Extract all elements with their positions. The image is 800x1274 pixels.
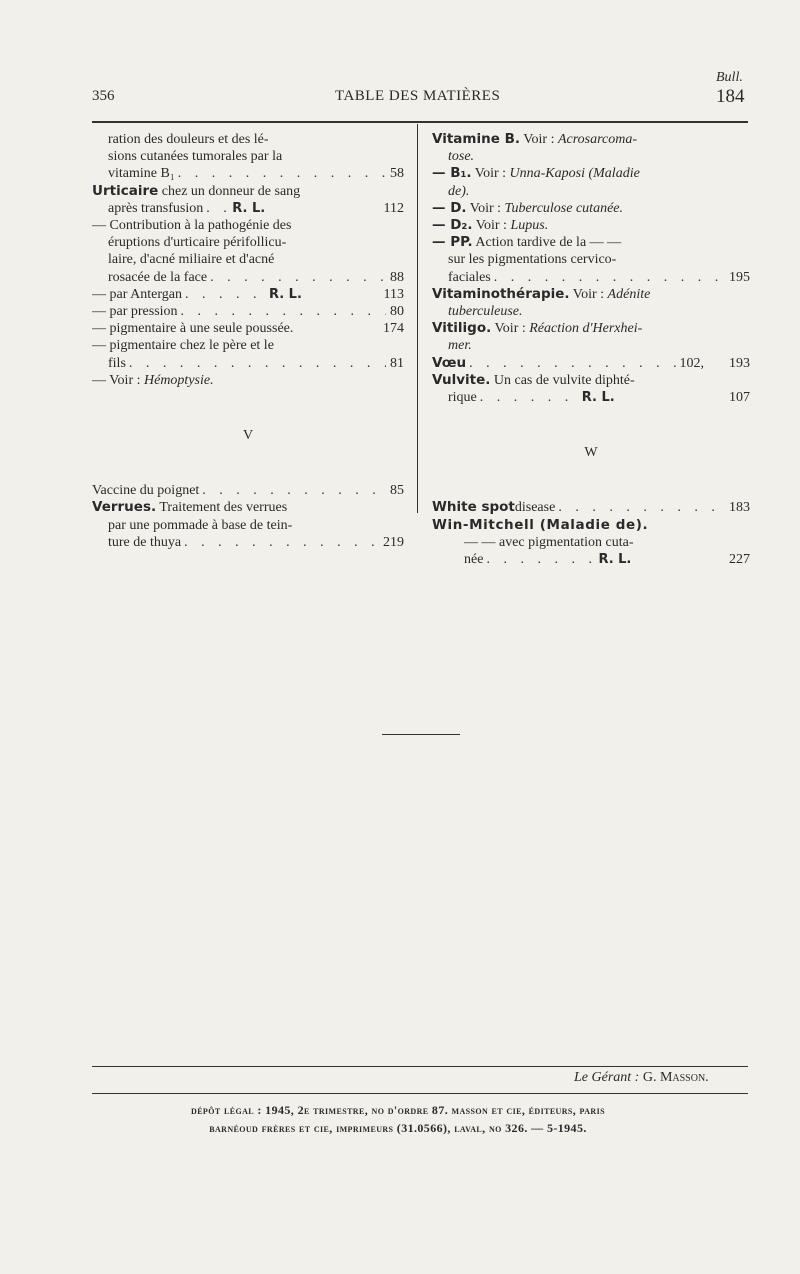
list-item: Vitamine B. Voir : Acrosarcoma- tose. [432,131,638,165]
entry-heading: — D₂. [432,217,473,234]
left-column [92,131,404,551]
list-item [92,131,404,183]
list-item: Win-Mitchell (Maladie de). — — avec pigmentation cuta- née . . . R. L. 227 [432,517,750,569]
legal-line-2: barnéoud frères et cie, imprimeurs (31.0566), laval, no 326. — 5-1945. [209,1121,587,1135]
entry-heading: Win-Mitchell (Maladie de). [432,516,649,533]
entry-line: éruptions d'urticaire périfollicu- [108,235,287,251]
entry-heading: Urticaire [92,182,159,199]
list-item: — Voir : Hémoptysie. [92,372,214,388]
entry-line: — pigmentaire chez le père et le [92,338,274,354]
list-item: — pigmentaire à une seule poussée. 174 [92,321,404,337]
entry-line: sions cutanées tumorales par la [108,149,283,165]
right-column [432,131,750,568]
entry-heading: Verrues. [92,499,157,516]
list-item: Vitiligo. Voir : Réaction d'Herxhei- mer. [432,320,643,354]
list-item [92,499,404,551]
section-letter-v: V [242,428,254,444]
signature: Le Gérant : G. Masson. [574,1070,709,1085]
entry-line: par une pommade à base de tein- [108,517,293,533]
entry-heading: Vœu [432,354,467,371]
column-divider [417,124,418,513]
entry-heading: — PP. [432,234,473,251]
entry-line: vitamine B₁ . . . 58 [108,165,404,182]
list-item: Vaccine du poignet . . . 85 [92,482,404,499]
entry-heading: — D. [432,199,467,216]
legal-line-1: dépôt légal : 1945, 2e trimestre, no d'ordre 87. masson et cie, éditeurs, paris [191,1103,605,1117]
signature-rule-bottom [92,1093,748,1094]
list-item: Vitaminothérapie. Voir : Adénite tuberculeuse. [432,285,651,320]
header-rule [92,121,748,123]
entry-heading: White spot [432,499,515,516]
page-number: 356 [92,88,115,104]
list-item [92,183,404,217]
entry-line: après transfusion . . . R. L. 112 [92,200,404,217]
list-item: Vulvite. Un cas de vulvite diphté- rique . . . R. L. 107 [432,372,750,406]
page-title: TABLE DES MATIÈRES [335,88,501,104]
list-item: Vœu . . . 102, 193 [432,355,750,372]
entry-heading: Vitaminothérapie. [432,285,570,302]
entry-heading: Vitamine B. [432,131,520,147]
list-item: — PP. Action tardive de la — — sur les pigmentations cervico- faciales . . . 195 [432,234,750,286]
list-item: White spot disease . . . 183 [432,499,750,516]
entry-line: Verrues. Traitement des verrues [92,499,288,516]
entry-line: — Contribution à la pathogénie des [92,218,292,234]
entry-heading: — B₁. [432,165,472,182]
entry-line: Urticaire chez un donneur de sang [92,182,301,199]
entry-heading: Vulvite. [432,371,491,388]
list-item: — D₂. Voir : Lupus. [432,217,549,234]
list-item: — par Antergan . . . R. L. 113 [92,286,404,303]
entry-heading: Vitiligo. [432,320,492,337]
list-item: — par pression . . . 80 [92,303,404,320]
list-item: — D. Voir : Tuberculose cutanée. [432,199,623,216]
entry-line: fils . . . 81 [92,355,404,372]
signature-rule-top [92,1066,748,1067]
section-letter-w: W [584,445,598,461]
list-item: — B₁. Voir : Unna-Kaposi (Maladie de). [432,165,640,199]
entry-line: ture de thuya . . . 219 [92,534,404,551]
cross-reference: Hémoptysie. [144,372,214,388]
list-item [92,217,404,286]
section-divider [382,734,460,735]
entry-line: laire, d'acné miliaire et d'acné [108,252,275,268]
list-item [92,337,404,371]
entry-line: ration des douleurs et des lé- [108,132,269,147]
entry-line: rosacée de la face . . . 88 [92,269,404,286]
bull-label: Bull. [716,70,743,85]
year-number: 184 [716,86,745,107]
